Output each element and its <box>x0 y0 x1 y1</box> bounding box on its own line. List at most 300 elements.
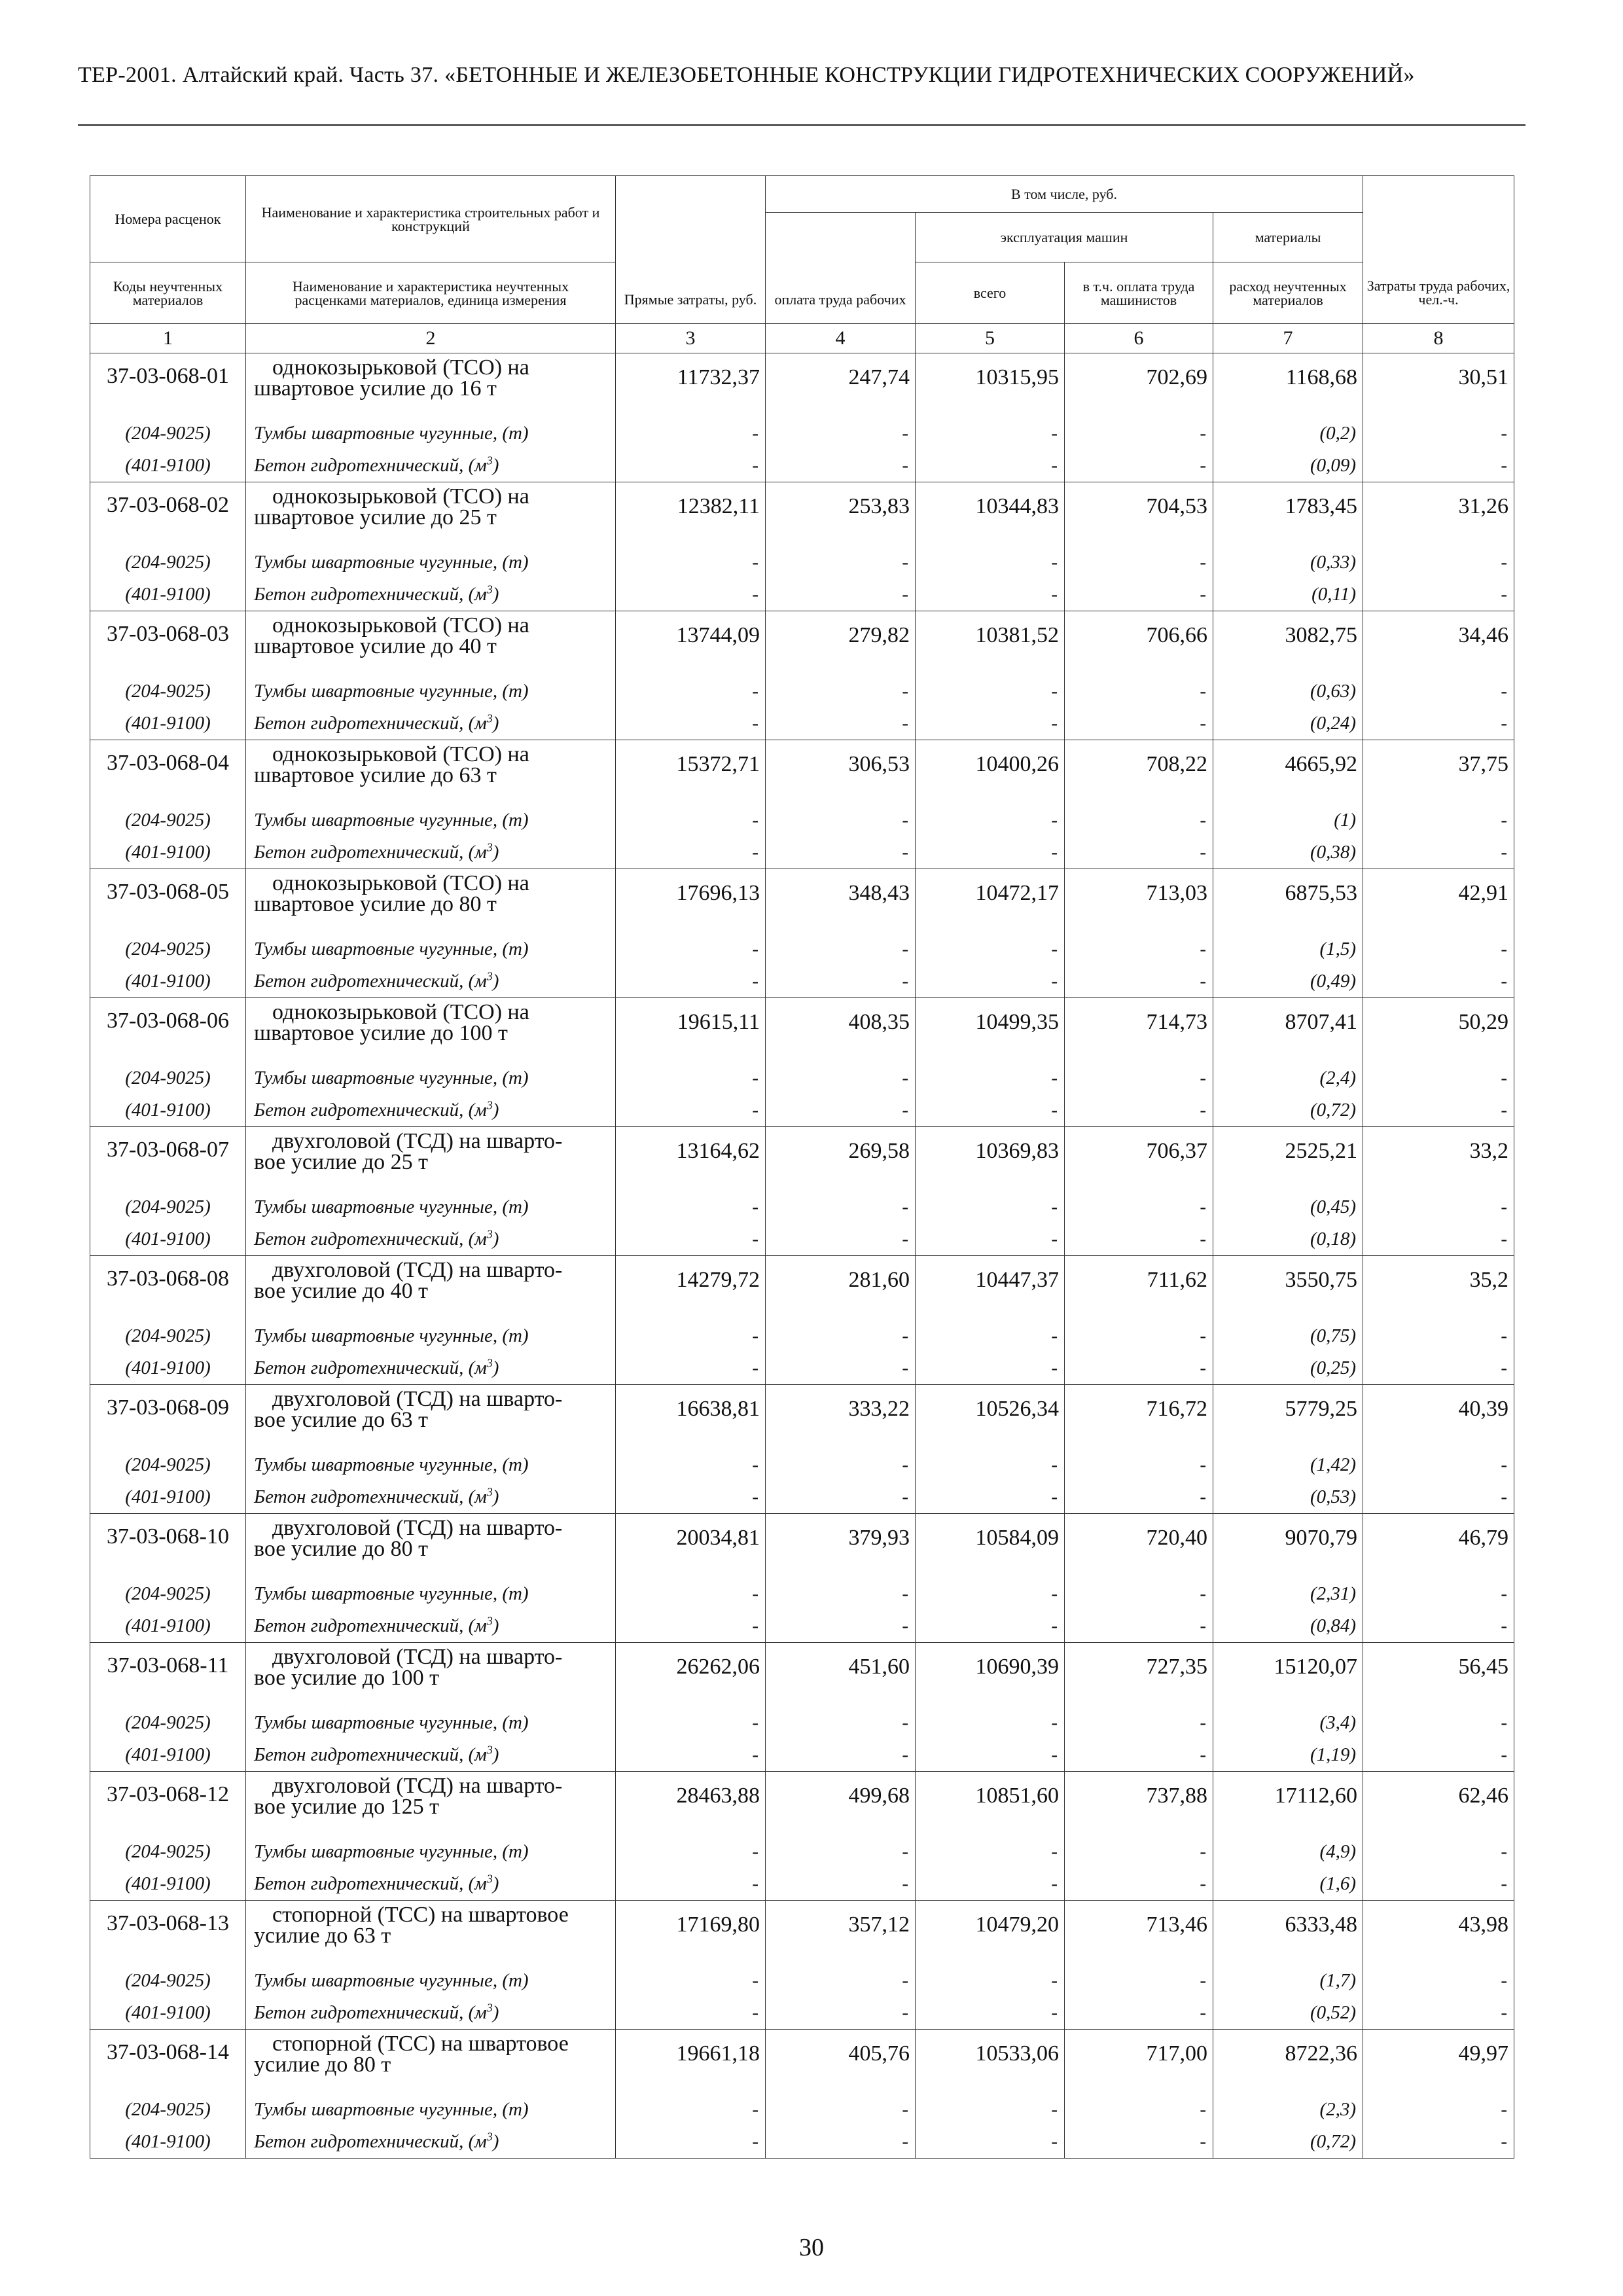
closing-paren: ) <box>492 971 499 992</box>
empty-dash: - <box>1065 579 1213 611</box>
material-code: (204-9025) <box>90 1320 246 1352</box>
materials-cost: 3082,75 <box>1213 611 1363 676</box>
closing-paren: ) <box>492 455 499 476</box>
material-name <box>246 804 616 836</box>
column-number: 8 <box>1363 324 1514 353</box>
material-name-text: Тумбы швартовные чугунные, (т) <box>254 1583 529 1604</box>
closing-paren: ) <box>492 842 499 863</box>
rate-name-line2: швартовое усилие до 16 т <box>254 376 497 401</box>
empty-dash: - <box>916 1223 1065 1256</box>
material-row <box>90 418 1514 450</box>
material-row <box>90 1707 1514 1739</box>
rate-name <box>246 1643 616 1708</box>
materials-cost: 15120,07 <box>1213 1643 1363 1708</box>
material-quantity: (0,09) <box>1213 450 1363 482</box>
material-quantity: (0,63) <box>1213 675 1363 708</box>
material-name <box>246 418 616 450</box>
direct-costs: 11732,37 <box>616 353 766 418</box>
material-name-text: Бетон гидротехнический, (м <box>254 842 487 863</box>
material-name-text: Бетон гидротехнический, (м <box>254 713 487 734</box>
material-name-text: Бетон гидротехнический, (м <box>254 1873 487 1894</box>
empty-dash: - <box>616 1094 766 1127</box>
closing-paren: ) <box>492 1615 499 1636</box>
rate-code: 37-03-068-06 <box>90 998 246 1063</box>
direct-costs: 17696,13 <box>616 869 766 934</box>
material-name-text: Тумбы швартовные чугунные, (т) <box>254 1325 529 1346</box>
empty-dash: - <box>1065 1320 1213 1352</box>
material-name <box>246 1223 616 1256</box>
cubic-superscript: 3 <box>486 1098 493 1112</box>
rate-name-line2: вое усилие до 80 т <box>254 1537 429 1561</box>
material-name-text: Тумбы швартовные чугунные, (т) <box>254 2099 529 2120</box>
labor-hours: 31,26 <box>1363 482 1514 547</box>
header-rate-numbers: Номера расценок <box>90 176 246 262</box>
empty-dash: - <box>1065 418 1213 450</box>
empty-dash: - <box>1065 804 1213 836</box>
empty-dash: - <box>766 1707 916 1739</box>
materials-cost: 5779,25 <box>1213 1385 1363 1450</box>
empty-dash: - <box>1065 1836 1213 1868</box>
rate-name-line2: вое усилие до 100 т <box>254 1666 440 1690</box>
material-name <box>246 1836 616 1868</box>
empty-dash: - <box>916 418 1065 450</box>
material-name-text: Бетон гидротехнический, (м <box>254 1744 487 1765</box>
material-row <box>90 836 1514 869</box>
cubic-superscript: 3 <box>486 1872 493 1886</box>
material-name <box>246 450 616 482</box>
rate-code: 37-03-068-09 <box>90 1385 246 1450</box>
rate-code: 37-03-068-05 <box>90 869 246 934</box>
header-machines-total: всего <box>916 262 1065 324</box>
machinists-pay: 704,53 <box>1065 482 1213 547</box>
empty-dash: - <box>616 1997 766 2030</box>
empty-dash: - <box>1065 1707 1213 1739</box>
rate-row <box>90 869 1514 934</box>
empty-dash: - <box>916 2126 1065 2159</box>
closing-paren: ) <box>492 1357 499 1378</box>
workers-pay: 451,60 <box>766 1643 916 1708</box>
machines-total: 10526,34 <box>916 1385 1065 1450</box>
machines-total: 10447,37 <box>916 1256 1065 1321</box>
empty-dash: - <box>1065 708 1213 740</box>
workers-pay: 333,22 <box>766 1385 916 1450</box>
material-code: (204-9025) <box>90 1836 246 1868</box>
material-quantity: (0,49) <box>1213 965 1363 998</box>
empty-dash: - <box>766 1739 916 1772</box>
empty-dash: - <box>1363 1062 1514 1094</box>
material-code: (204-9025) <box>90 1191 246 1223</box>
empty-dash: - <box>616 1578 766 1610</box>
machinists-pay: 727,35 <box>1065 1643 1213 1708</box>
material-name-text: Бетон гидротехнический, (м <box>254 2002 487 2023</box>
header-unaccounted-materials: расход неучтенных материалов <box>1213 262 1363 324</box>
labor-hours: 62,46 <box>1363 1772 1514 1837</box>
empty-dash: - <box>616 836 766 869</box>
material-code: (401-9100) <box>90 1610 246 1643</box>
empty-dash: - <box>1065 836 1213 869</box>
material-code: (204-9025) <box>90 1707 246 1739</box>
material-quantity: (1,5) <box>1213 933 1363 965</box>
material-name <box>246 1610 616 1643</box>
cubic-superscript: 3 <box>486 454 493 467</box>
rate-name <box>246 869 616 934</box>
closing-paren: ) <box>492 1100 499 1121</box>
rate-name <box>246 1127 616 1192</box>
direct-costs: 28463,88 <box>616 1772 766 1837</box>
direct-costs: 19615,11 <box>616 998 766 1063</box>
material-name <box>246 547 616 579</box>
material-name <box>246 1352 616 1385</box>
rates-table <box>90 175 1514 2159</box>
material-name-text: Бетон гидротехнический, (м <box>254 1357 487 1378</box>
empty-dash: - <box>1065 2094 1213 2126</box>
empty-dash: - <box>766 1449 916 1481</box>
rate-name-line1: однокозырьковой (ТСО) на <box>272 871 529 895</box>
rate-name-line1: стопорной (ТСС) на швартовое <box>272 1903 569 1927</box>
material-name-text: Тумбы швартовные чугунные, (т) <box>254 681 529 702</box>
material-quantity: (1,19) <box>1213 1739 1363 1772</box>
cubic-superscript: 3 <box>486 583 493 596</box>
rate-name-line2: вое усилие до 125 т <box>254 1795 440 1819</box>
empty-dash: - <box>766 547 916 579</box>
empty-dash: - <box>916 1191 1065 1223</box>
rate-row <box>90 1901 1514 1965</box>
empty-dash: - <box>766 1191 916 1223</box>
machinists-pay: 714,73 <box>1065 998 1213 1063</box>
workers-pay: 357,12 <box>766 1901 916 1965</box>
empty-dash: - <box>1065 2126 1213 2159</box>
empty-dash: - <box>616 2126 766 2159</box>
materials-cost: 6875,53 <box>1213 869 1363 934</box>
empty-dash: - <box>1065 1610 1213 1643</box>
empty-dash: - <box>916 965 1065 998</box>
machines-total: 10851,60 <box>916 1772 1065 1837</box>
empty-dash: - <box>766 418 916 450</box>
material-code: (401-9100) <box>90 450 246 482</box>
rate-code: 37-03-068-04 <box>90 740 246 805</box>
material-name <box>246 708 616 740</box>
rate-name <box>246 1901 616 1965</box>
machinists-pay: 717,00 <box>1065 2030 1213 2094</box>
empty-dash: - <box>1363 1739 1514 1772</box>
rate-row <box>90 1514 1514 1579</box>
labor-hours: 56,45 <box>1363 1643 1514 1708</box>
material-name-text: Бетон гидротехнический, (м <box>254 1615 487 1636</box>
rate-name <box>246 611 616 676</box>
empty-dash: - <box>1363 1997 1514 2030</box>
machines-total: 10584,09 <box>916 1514 1065 1579</box>
rate-name-line2: усилие до 63 т <box>254 1924 391 1948</box>
empty-dash: - <box>766 708 916 740</box>
machinists-pay: 711,62 <box>1065 1256 1213 1321</box>
empty-dash: - <box>766 1320 916 1352</box>
material-name-text: Бетон гидротехнический, (м <box>254 584 487 605</box>
materials-cost: 17112,60 <box>1213 1772 1363 1837</box>
closing-paren: ) <box>492 584 499 605</box>
labor-hours: 42,91 <box>1363 869 1514 934</box>
material-name-text: Бетон гидротехнический, (м <box>254 971 487 992</box>
empty-dash: - <box>1363 1610 1514 1643</box>
empty-dash: - <box>1363 418 1514 450</box>
rate-name-line2: усилие до 80 т <box>254 2053 391 2077</box>
material-quantity: (1,7) <box>1213 1965 1363 1997</box>
empty-dash: - <box>916 1094 1065 1127</box>
material-name-text: Бетон гидротехнический, (м <box>254 1229 487 1249</box>
closing-paren: ) <box>492 713 499 734</box>
empty-dash: - <box>916 1739 1065 1772</box>
machines-total: 10344,83 <box>916 482 1065 547</box>
material-name-text: Бетон гидротехнический, (м <box>254 1100 487 1121</box>
document-header <box>78 60 1524 90</box>
rate-name-line1: двухголовой (ТСД) на шварто- <box>272 1387 563 1411</box>
machinists-pay: 737,88 <box>1065 1772 1213 1837</box>
labor-hours: 40,39 <box>1363 1385 1514 1450</box>
empty-dash: - <box>1363 1868 1514 1901</box>
material-name-text: Бетон гидротехнический, (м <box>254 1486 487 1507</box>
machinists-pay: 706,66 <box>1065 611 1213 676</box>
material-row <box>90 1739 1514 1772</box>
material-quantity: (0,45) <box>1213 1191 1363 1223</box>
rate-name-line2: швартовое усилие до 25 т <box>254 505 497 529</box>
materials-cost: 9070,79 <box>1213 1514 1363 1579</box>
material-code: (401-9100) <box>90 1223 246 1256</box>
materials-cost: 6333,48 <box>1213 1901 1363 1965</box>
empty-dash: - <box>766 1610 916 1643</box>
material-quantity: (0,33) <box>1213 547 1363 579</box>
empty-dash: - <box>616 1449 766 1481</box>
column-number: 7 <box>1213 324 1363 353</box>
empty-dash: - <box>616 1191 766 1223</box>
direct-costs: 13164,62 <box>616 1127 766 1192</box>
cubic-superscript: 3 <box>486 840 493 854</box>
material-code: (204-9025) <box>90 1578 246 1610</box>
empty-dash: - <box>916 2094 1065 2126</box>
cubic-superscript: 3 <box>486 1356 493 1370</box>
material-name-text: Тумбы швартовные чугунные, (т) <box>254 1712 529 1733</box>
empty-dash: - <box>766 836 916 869</box>
empty-dash: - <box>1065 1481 1213 1514</box>
empty-dash: - <box>1363 1191 1514 1223</box>
empty-dash: - <box>766 579 916 611</box>
rate-code: 37-03-068-01 <box>90 353 246 418</box>
material-row <box>90 933 1514 965</box>
rate-name-line1: двухголовой (ТСД) на шварто- <box>272 1774 563 1798</box>
material-row <box>90 1449 1514 1481</box>
labor-hours: 46,79 <box>1363 1514 1514 1579</box>
rate-code: 37-03-068-07 <box>90 1127 246 1192</box>
labor-hours: 34,46 <box>1363 611 1514 676</box>
column-number: 1 <box>90 324 246 353</box>
rate-code: 37-03-068-10 <box>90 1514 246 1579</box>
empty-dash: - <box>766 675 916 708</box>
rate-row <box>90 740 1514 805</box>
rate-code: 37-03-068-12 <box>90 1772 246 1837</box>
material-quantity: (0,75) <box>1213 1320 1363 1352</box>
empty-dash: - <box>1065 1965 1213 1997</box>
material-name <box>246 1062 616 1094</box>
machines-total: 10479,20 <box>916 1901 1065 1965</box>
material-name <box>246 1997 616 2030</box>
empty-dash: - <box>916 1578 1065 1610</box>
material-row <box>90 1223 1514 1256</box>
rate-code: 37-03-068-08 <box>90 1256 246 1321</box>
material-name <box>246 1739 616 1772</box>
empty-dash: - <box>916 708 1065 740</box>
rate-name-line2: вое усилие до 63 т <box>254 1408 429 1432</box>
cubic-superscript: 3 <box>486 2130 493 2144</box>
material-code: (401-9100) <box>90 1739 246 1772</box>
empty-dash: - <box>916 547 1065 579</box>
material-quantity: (0,72) <box>1213 1094 1363 1127</box>
rate-name-line1: однокозырьковой (ТСО) на <box>272 613 529 637</box>
empty-dash: - <box>616 1868 766 1901</box>
empty-dash: - <box>1363 2094 1514 2126</box>
empty-dash: - <box>1363 450 1514 482</box>
material-name <box>246 1965 616 1997</box>
empty-dash: - <box>1363 1707 1514 1739</box>
empty-dash: - <box>766 1965 916 1997</box>
header-including: В том числе, руб. <box>766 176 1363 213</box>
material-code: (401-9100) <box>90 965 246 998</box>
cubic-superscript: 3 <box>486 1743 493 1757</box>
material-name-text: Тумбы швартовные чугунные, (т) <box>254 810 529 831</box>
material-name-text: Тумбы швартовные чугунные, (т) <box>254 423 529 444</box>
material-quantity: (2,3) <box>1213 2094 1363 2126</box>
material-quantity: (0,11) <box>1213 579 1363 611</box>
empty-dash: - <box>766 2094 916 2126</box>
machinists-pay: 720,40 <box>1065 1514 1213 1579</box>
column-numbers-row <box>90 324 1514 353</box>
workers-pay: 269,58 <box>766 1127 916 1192</box>
empty-dash: - <box>616 1320 766 1352</box>
material-name <box>246 1191 616 1223</box>
workers-pay: 279,82 <box>766 611 916 676</box>
material-quantity: (1) <box>1213 804 1363 836</box>
rate-name <box>246 1514 616 1579</box>
closing-paren: ) <box>492 1873 499 1894</box>
header-direct-costs: Прямые затраты, руб. <box>616 176 766 324</box>
rate-name-line2: вое усилие до 25 т <box>254 1150 429 1174</box>
empty-dash: - <box>616 708 766 740</box>
empty-dash: - <box>616 1965 766 1997</box>
empty-dash: - <box>766 2126 916 2159</box>
workers-pay: 499,68 <box>766 1772 916 1837</box>
cubic-superscript: 3 <box>486 1614 493 1628</box>
header-machinists-pay: в т.ч. оплата труда машинистов <box>1065 262 1213 324</box>
header-rule <box>78 124 1525 126</box>
direct-costs: 14279,72 <box>616 1256 766 1321</box>
rate-row <box>90 1256 1514 1321</box>
closing-paren: ) <box>492 1486 499 1507</box>
workers-pay: 281,60 <box>766 1256 916 1321</box>
empty-dash: - <box>766 1868 916 1901</box>
column-number: 3 <box>616 324 766 353</box>
empty-dash: - <box>766 450 916 482</box>
rate-row <box>90 1643 1514 1708</box>
empty-dash: - <box>916 579 1065 611</box>
material-row <box>90 1836 1514 1868</box>
machines-total: 10690,39 <box>916 1643 1065 1708</box>
empty-dash: - <box>1363 1094 1514 1127</box>
empty-dash: - <box>916 836 1065 869</box>
empty-dash: - <box>1065 1578 1213 1610</box>
empty-dash: - <box>616 1481 766 1514</box>
material-row <box>90 2126 1514 2159</box>
material-row <box>90 2094 1514 2126</box>
direct-costs: 16638,81 <box>616 1385 766 1450</box>
empty-dash: - <box>1363 804 1514 836</box>
empty-dash: - <box>916 1449 1065 1481</box>
rate-code: 37-03-068-02 <box>90 482 246 547</box>
cubic-superscript: 3 <box>486 711 493 725</box>
rate-name-line1: двухголовой (ТСД) на шварто- <box>272 1645 563 1669</box>
rate-row <box>90 353 1514 418</box>
empty-dash: - <box>1065 1352 1213 1385</box>
empty-dash: - <box>916 1352 1065 1385</box>
material-code: (401-9100) <box>90 1481 246 1514</box>
empty-dash: - <box>616 1836 766 1868</box>
material-row <box>90 450 1514 482</box>
material-name <box>246 1707 616 1739</box>
material-quantity: (1,6) <box>1213 1868 1363 1901</box>
empty-dash: - <box>1363 836 1514 869</box>
material-row <box>90 1578 1514 1610</box>
rate-row <box>90 2030 1514 2094</box>
empty-dash: - <box>916 1707 1065 1739</box>
material-code: (204-9025) <box>90 675 246 708</box>
material-row <box>90 1868 1514 1901</box>
material-code: (401-9100) <box>90 2126 246 2159</box>
material-quantity: (1,42) <box>1213 1449 1363 1481</box>
empty-dash: - <box>1363 675 1514 708</box>
rate-row <box>90 1385 1514 1450</box>
document-title: ТЕР-2001. Алтайский край. Часть 37. «БЕТОННЫЕ И ЖЕЛЕЗОБЕТОННЫЕ КОНСТРУКЦИИ ГИДРОТЕХНИЧЕСКИХ СООРУЖЕНИЙ» <box>78 63 1415 87</box>
empty-dash: - <box>766 1481 916 1514</box>
closing-paren: ) <box>492 1229 499 1249</box>
empty-dash: - <box>766 1094 916 1127</box>
empty-dash: - <box>616 675 766 708</box>
material-name <box>246 1481 616 1514</box>
empty-dash: - <box>616 965 766 998</box>
column-number: 4 <box>766 324 916 353</box>
workers-pay: 379,93 <box>766 1514 916 1579</box>
materials-cost: 2525,21 <box>1213 1127 1363 1192</box>
direct-costs: 20034,81 <box>616 1514 766 1579</box>
rate-row <box>90 998 1514 1063</box>
materials-cost: 1168,68 <box>1213 353 1363 418</box>
empty-dash: - <box>916 1062 1065 1094</box>
material-name-text: Тумбы швартовные чугунные, (т) <box>254 1841 529 1862</box>
empty-dash: - <box>916 1481 1065 1514</box>
material-quantity: (0,38) <box>1213 836 1363 869</box>
empty-dash: - <box>1065 547 1213 579</box>
cubic-superscript: 3 <box>486 2001 493 2015</box>
empty-dash: - <box>766 1352 916 1385</box>
rate-name-line2: вое усилие до 40 т <box>254 1279 429 1303</box>
empty-dash: - <box>616 1223 766 1256</box>
empty-dash: - <box>616 1352 766 1385</box>
rate-name <box>246 353 616 418</box>
labor-hours: 30,51 <box>1363 353 1514 418</box>
header-work-name: Наименование и характеристика строительных работ и конструкций <box>246 176 616 262</box>
rate-name-line1: стопорной (ТСС) на швартовое <box>272 2032 569 2056</box>
empty-dash: - <box>916 1320 1065 1352</box>
material-name-text: Тумбы швартовные чугунные, (т) <box>254 939 529 960</box>
empty-dash: - <box>766 965 916 998</box>
material-name <box>246 2126 616 2159</box>
empty-dash: - <box>1363 547 1514 579</box>
labor-hours: 43,98 <box>1363 1901 1514 1965</box>
